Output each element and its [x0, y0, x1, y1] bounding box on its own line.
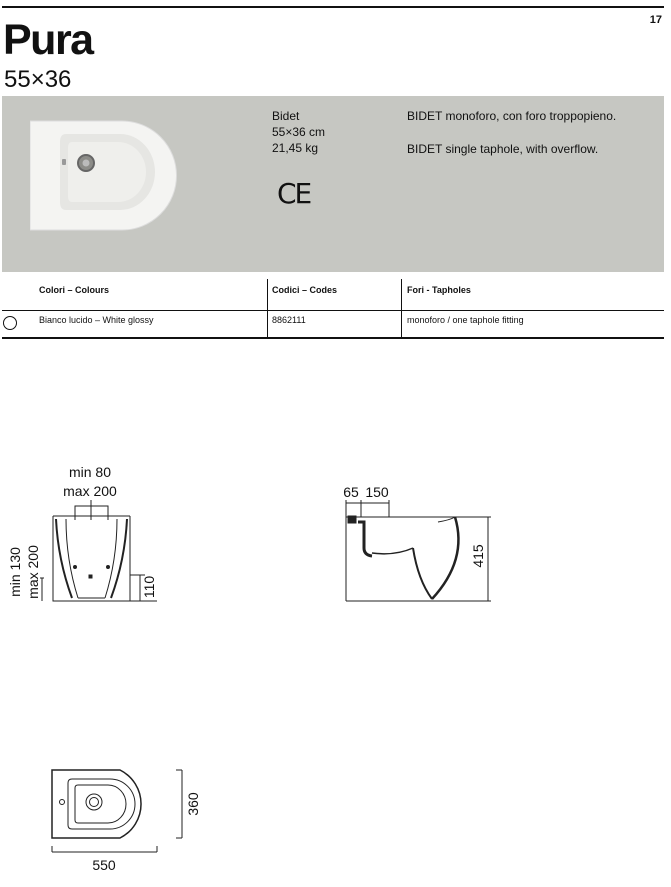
table-cell-code: 8862111: [272, 315, 306, 325]
front-min-top-label: min 80: [68, 464, 112, 480]
plan-depth-label: 360: [185, 792, 201, 816]
side-offset-label: 65: [343, 484, 359, 500]
plan-view-drawing: [52, 770, 182, 852]
front-view-drawing: [40, 500, 157, 601]
table-cell-tapholes: monoforo / one taphole fitting: [407, 315, 524, 325]
table-header-tapholes: Fori - Tapholes: [407, 285, 471, 295]
ce-mark: CE: [277, 177, 311, 210]
front-height-label: 110: [141, 575, 157, 599]
table-header-colours: Colori – Colours: [39, 285, 110, 295]
description-english: BIDET single taphole, with overflow.: [407, 142, 599, 156]
product-type: Bidet: [272, 109, 300, 123]
product-weight: 21,45 kg: [272, 141, 319, 155]
front-max-top-label: max 200: [63, 483, 117, 499]
front-max-side-label: max 200: [25, 545, 41, 599]
front-min-side-label: min 130: [7, 547, 23, 597]
table-header-codes: Codici – Codes: [272, 285, 338, 295]
plan-length-label: 550: [92, 857, 116, 873]
side-width-label: 150: [365, 484, 389, 500]
description-italian: BIDET monoforo, con foro troppopieno.: [407, 109, 617, 123]
side-height-label: 415: [470, 544, 486, 568]
product-size: 55×36: [4, 66, 72, 93]
product-dimensions: 55×36 cm: [272, 125, 326, 139]
table-cell-colour: Bianco lucido – White glossy: [39, 315, 154, 325]
page-number: 17: [649, 14, 662, 26]
product-title: Pura: [3, 16, 93, 64]
